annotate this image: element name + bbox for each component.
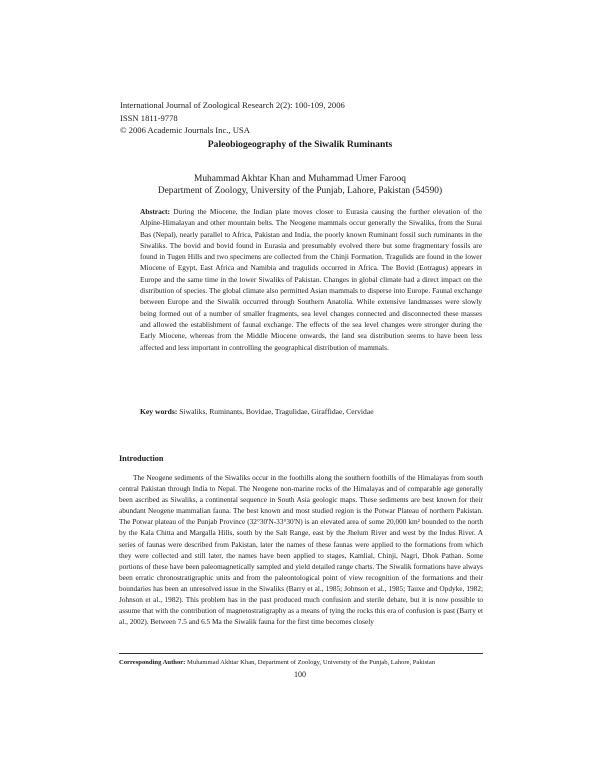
journal-citation: International Journal of Zoological Research 2(2): 100-109, 2006 [120, 100, 345, 110]
footnote-divider [119, 653, 483, 654]
copyright: © 2006 Academic Journals Inc., USA [120, 125, 250, 136]
abstract-label: Abstract: [140, 207, 170, 216]
footnote-text: Muhammad Akhtar Khan, Department of Zoology, University of the Punjab, Lahore, Pakistan [187, 659, 436, 666]
keywords-label: Key words: [140, 407, 178, 416]
abstract [140, 206, 482, 353]
keywords-text: Siwaliks, Ruminants, Bovidae, Tragulidae, Giraffidae, Cervidae [179, 407, 374, 416]
footnote-label: Corresponding Author: [119, 659, 186, 666]
page-number: 100 [294, 670, 306, 679]
affiliation: Department of Zoology, University of the Punjab, Lahore, Pakistan (54590) [157, 186, 443, 196]
section-heading: Introduction [119, 454, 164, 463]
author-block [0, 173, 600, 197]
journal-header [120, 99, 500, 137]
issn: ISSN 1811-9778 [120, 112, 178, 123]
author-names: Muhammad Akhtar Khan and Muhammad Umer Farooq [194, 174, 406, 184]
introduction-paragraph: The Neogene sediments of the Siwaliks occur in the foothills along the southern foothills of the Himalayas from south central Pakistan through India to Nepal. The Neogene non-marine rocks of the Himalayas and of comparable age generally been ascribed as Siwaliks, a continental sequence in South Asia geologic maps. These sediments are best known for their abundant Neogene mammalian fauna. The best known and most studied region is the Potwar Plateau of northern Pakistan. The Potwar plateau of the Punjab Province (32°30'N-33°30'N) is an elevated area of some 20,000 km² bounded to the north by the Kala Chitta and Margalla Hills, south by the Salt Range, east by the Jhelum River and west by the Indus River. A series of faunas were described from Pakistan, later the names of these faunas were applied to the formations from which they were collected and still later, the names have been applied to stages, Kamlial, Chinji, Nagri, Dhok Pathan. Some portions of these have been paleomagnetically sampled and yield detailed range charts. The Siwalik formations have always been erratic chronostratigraphic units and from the paleontological point of view recognition of the formations and their boundaries has been an unresolved issue in the Siwaliks (Barry et al., 1985; Johnson et al., 1985; Tauxe and Opdyke, 1982; Johnson et al., 1982). This problem has in the past produced much confusion and sterile debate, but it is now possible to assume that with the contribution of magnetostratigraphy as a means of tying the rocks this era of confusion is past (Barry et al., 2002). Between 7.5 and 6.5 Ma the Siwalik fauna for the first time becomes closely [119, 473, 483, 627]
corresponding-author-note [119, 659, 489, 666]
abstract-text: During the Miocene, the Indian plate moves closer to Eurasia causing the further elevation of the Alpine-Himalayan and other mountain belts. The Neogene mammals occur generally the Siwaliks, from the Surai Bas (Nepal), nearly parallel to Africa, Pakistan and India, the poorly known Ruminant fossil such ruminants in the Siwaliks. The bovid and bovid found in Eurasia and presumably evolved there but some fragmentary fossils are found in Tugen Hills and two specimens are collected from the Chinji Formation. Tragulids are found in the lower Miocene of Egypt, East Africa and Namibia and tragulids occurred in Africa. The Bovid (Eotragus) appears in Europe and the same time in the lower Siwaliks of Pakistan. Changes in global climate had a direct impact on the distribution of species. The global climate also permitted Asian mammals to disperse into Europe. Faunal exchange between Europe and the Siwalik occurred through Southern Anatolia. While extensive landmasses were slowly being formed out of a number of smaller fragments, sea level changes connected and disconnected these masses and allowed the establishment of faunal exchange. The effects of the sea level changes were stronger during the Early Miocene, whereas from the Middle Miocene onwards, the land sea distribution seems to have been less affected and less important in controlling the geographical distribution of mammals. [140, 207, 482, 352]
paper-title: Paleobiogeography of the Siwalik Ruminants [207, 139, 393, 150]
keywords [140, 406, 485, 417]
